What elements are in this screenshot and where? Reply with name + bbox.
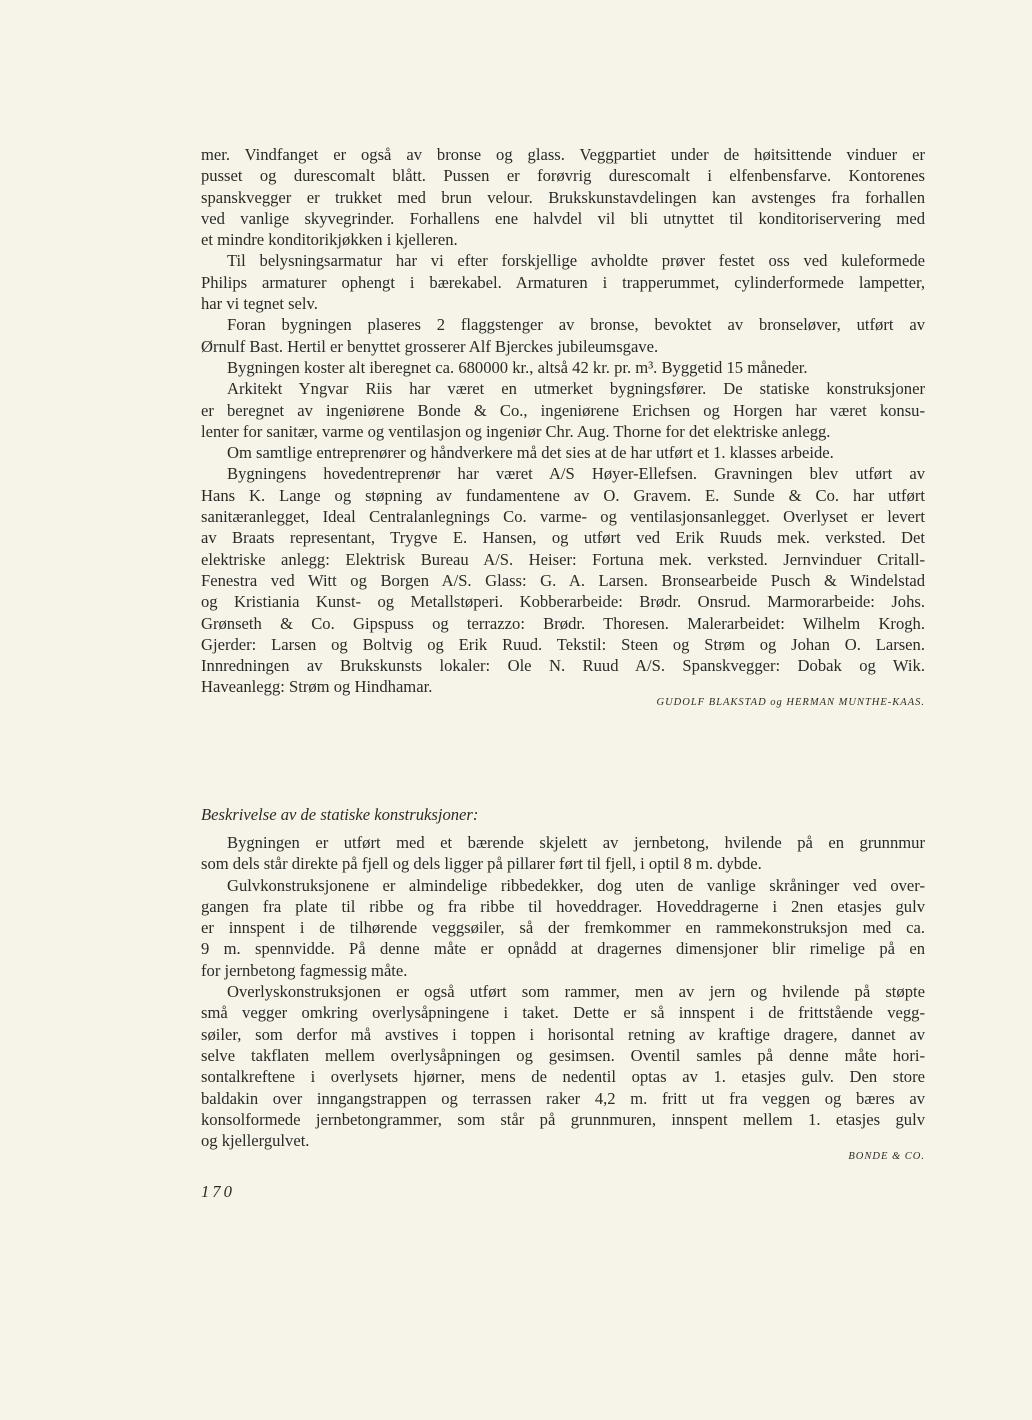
text-line: Grønseth & Co. Gipspuss og terrazzo: Brødr. Thoresen. Malerarbeidet: Wilhelm Krogh. (201, 613, 925, 633)
text-line: 9 m. spennvidde. På denne måte er opnådd at dragernes dimensjoner blir rimelige på en (201, 939, 925, 959)
text-line: Bygningen er utført med et bærende skjelett av jernbetong, hvilende på en grunnmur (227, 833, 925, 852)
text-line: et mindre konditorikjøkken i kjelleren. (201, 230, 458, 250)
text-line: søiler, som derfor må avstives i toppen i horisontal retning av kraftige dragere, dannet av (201, 1024, 925, 1044)
text-line: Innredningen av Brukskunsts lokaler: Ole N. Ruud A/S. Spanskvegger: Dobak og Wik. (201, 656, 925, 676)
paragraph (201, 144, 925, 250)
section-heading: Beskrivelse av de statiske konstruksjoner: (201, 805, 479, 824)
text-line: gangen fra plate til ribbe og fra ribbe til hoveddrager. Hoveddragerne i 2nen etasjes gulv (201, 896, 925, 916)
paragraph (201, 314, 925, 357)
text-line: konsolformede jernbetongrammer, som står på grunnmuren, innspent mellem 1. etasjes gulv (201, 1109, 925, 1129)
text-line: mer. Vindfanget er også av bronse og glass. Veggpartiet under de høitsittende vinduer er (201, 145, 925, 164)
text-line: selve takflaten mellem overlysåpningen og gesimsen. Oventil samles på denne måte hori- (201, 1045, 925, 1065)
paragraph (201, 378, 925, 442)
text-line: sanitæranlegget, Ideal Centralanlegnings Co. varme- og ventilasjonsanlegget. Overlyset er levert (201, 507, 925, 527)
text-line: Gjerder: Larsen og Boltvig og Erik Ruud. Tekstil: Steen og Strøm og Johan O. Larsen. (201, 634, 925, 654)
text-line: Hans K. Lange og støpning av fundamentene av O. Gravem. E. Sunde & Co. har utført (201, 485, 925, 505)
text-line: lenter for sanitær, varme og ventilasjon og ingeniør Chr. Aug. Thorne for det elektriske anlegg. (201, 421, 831, 441)
text-line: Arkitekt Yngvar Riis har været en utmerket bygningsfører. De statiske konstruksjoner (227, 379, 925, 399)
text-line: for jernbetong fagmessig måte. (201, 960, 408, 980)
engineer-signature: BONDE & CO. (848, 1151, 925, 1162)
text-line: Philips armaturer ophengt i bærekabel. Armaturen i trapperummet, cylinderformede lampetter, (201, 272, 925, 292)
text-line: spanskvegger er trukket med brun velour. Brukskunstavdelingen kan avstenges fra forhallen (201, 187, 925, 207)
text-line: Foran bygningen plaseres 2 flaggstenger av bronse, bevoktet av bronseløver, utført av (227, 315, 925, 335)
text-line: og kjellergulvet. (201, 1131, 310, 1151)
text-line: Fenestra ved Witt og Borgen A/S. Glass: G. A. Larsen. Bronsearbeide Pusch & Windelstad (201, 570, 925, 590)
paragraph (201, 832, 925, 875)
paragraph (201, 442, 925, 463)
text-line: Om samtlige entreprenører og håndverkere må det sies at de har utført et 1. klasses arbeide. (227, 443, 834, 463)
text-line: og Kristiania Kunst- og Metallstøperi. Kobberarbeide: Brødr. Onsrud. Marmorarbeide: Johs. (201, 592, 925, 612)
paragraph (201, 875, 925, 981)
text-line: Gulvkonstruksjonene er almindelige ribbedekker, dog uten de vanlige skråninger ved over- (227, 875, 925, 895)
page-number: 170 (201, 1182, 235, 1201)
text-line: Ørnulf Bast. Hertil er benyttet grosserer Alf Bjerckes jubileumsgave. (201, 336, 659, 356)
text-line: Til belysningsarmatur har vi efter forskjellige avholdte prøver festet oss ved kuleformede (227, 251, 925, 271)
text-line: sontalkreftene i overlysets hjørner, mens de nedentil optas av 1. etasjes gulv. Den store (201, 1067, 925, 1087)
text-line: har vi tegnet selv. (201, 294, 318, 314)
text-line: er beregnet av ingeniørene Bonde & Co., ingeniørene Erichsen og Horgen har været konsu- (201, 400, 925, 420)
text-line: små vegger omkring overlysåpningene i taket. Dette er så innspent i de frittstående vegg- (201, 1003, 925, 1023)
text-line: av Braats representant, Trygve E. Hansen, og utført ved Erik Ruuds mek. verksted. Det (201, 528, 925, 548)
section-description-text (201, 144, 925, 698)
text-line: Bygningen koster alt iberegnet ca. 680000 kr., altså 42 kr. pr. m³. Byggetid 15 måneder. (227, 357, 808, 377)
text-line: Bygningens hovedentreprenør har været A/S Høyer-Ellefsen. Gravningen blev utført av (227, 464, 925, 484)
section-structural-text (201, 832, 925, 1151)
text-line: Overlyskonstruksjonen er også utført som rammer, men av jern og hvilende på støpte (227, 982, 925, 1002)
text-line: elektriske anlegg: Elektrisk Bureau A/S. Heiser: Fortuna mek. verksted. Jernvinduer Critall- (201, 549, 925, 569)
text-line: pusset og durescomalt blått. Pussen er forøvrig durescomalt i elfenbensfarve. Kontorenes (201, 166, 925, 186)
paragraph (201, 357, 925, 378)
text-line: som dels står direkte på fjell og dels ligger på pillarer ført til fjell, i optil 8 m. dybde. (201, 854, 762, 874)
text-line: Haveanlegg: Strøm og Hindhamar. (201, 677, 433, 697)
paragraph (201, 463, 925, 697)
text-line: er innspent i de tilhørende veggsøiler, så der fremkommer en rammekonstruksjon med ca. (201, 918, 925, 938)
paragraph (201, 981, 925, 1151)
text-line: baldakin over inngangstrappen og terrassen raker 4,2 m. fritt ut fra veggen og bæres av (201, 1088, 925, 1108)
text-line: ved vanlige skyvegrinder. Forhallens ene halvdel vil bli utnyttet til konditoriservering med (201, 208, 925, 228)
paragraph (201, 250, 925, 314)
author-signature: GUDOLF BLAKSTAD og HERMAN MUNTHE-KAAS. (656, 697, 925, 708)
